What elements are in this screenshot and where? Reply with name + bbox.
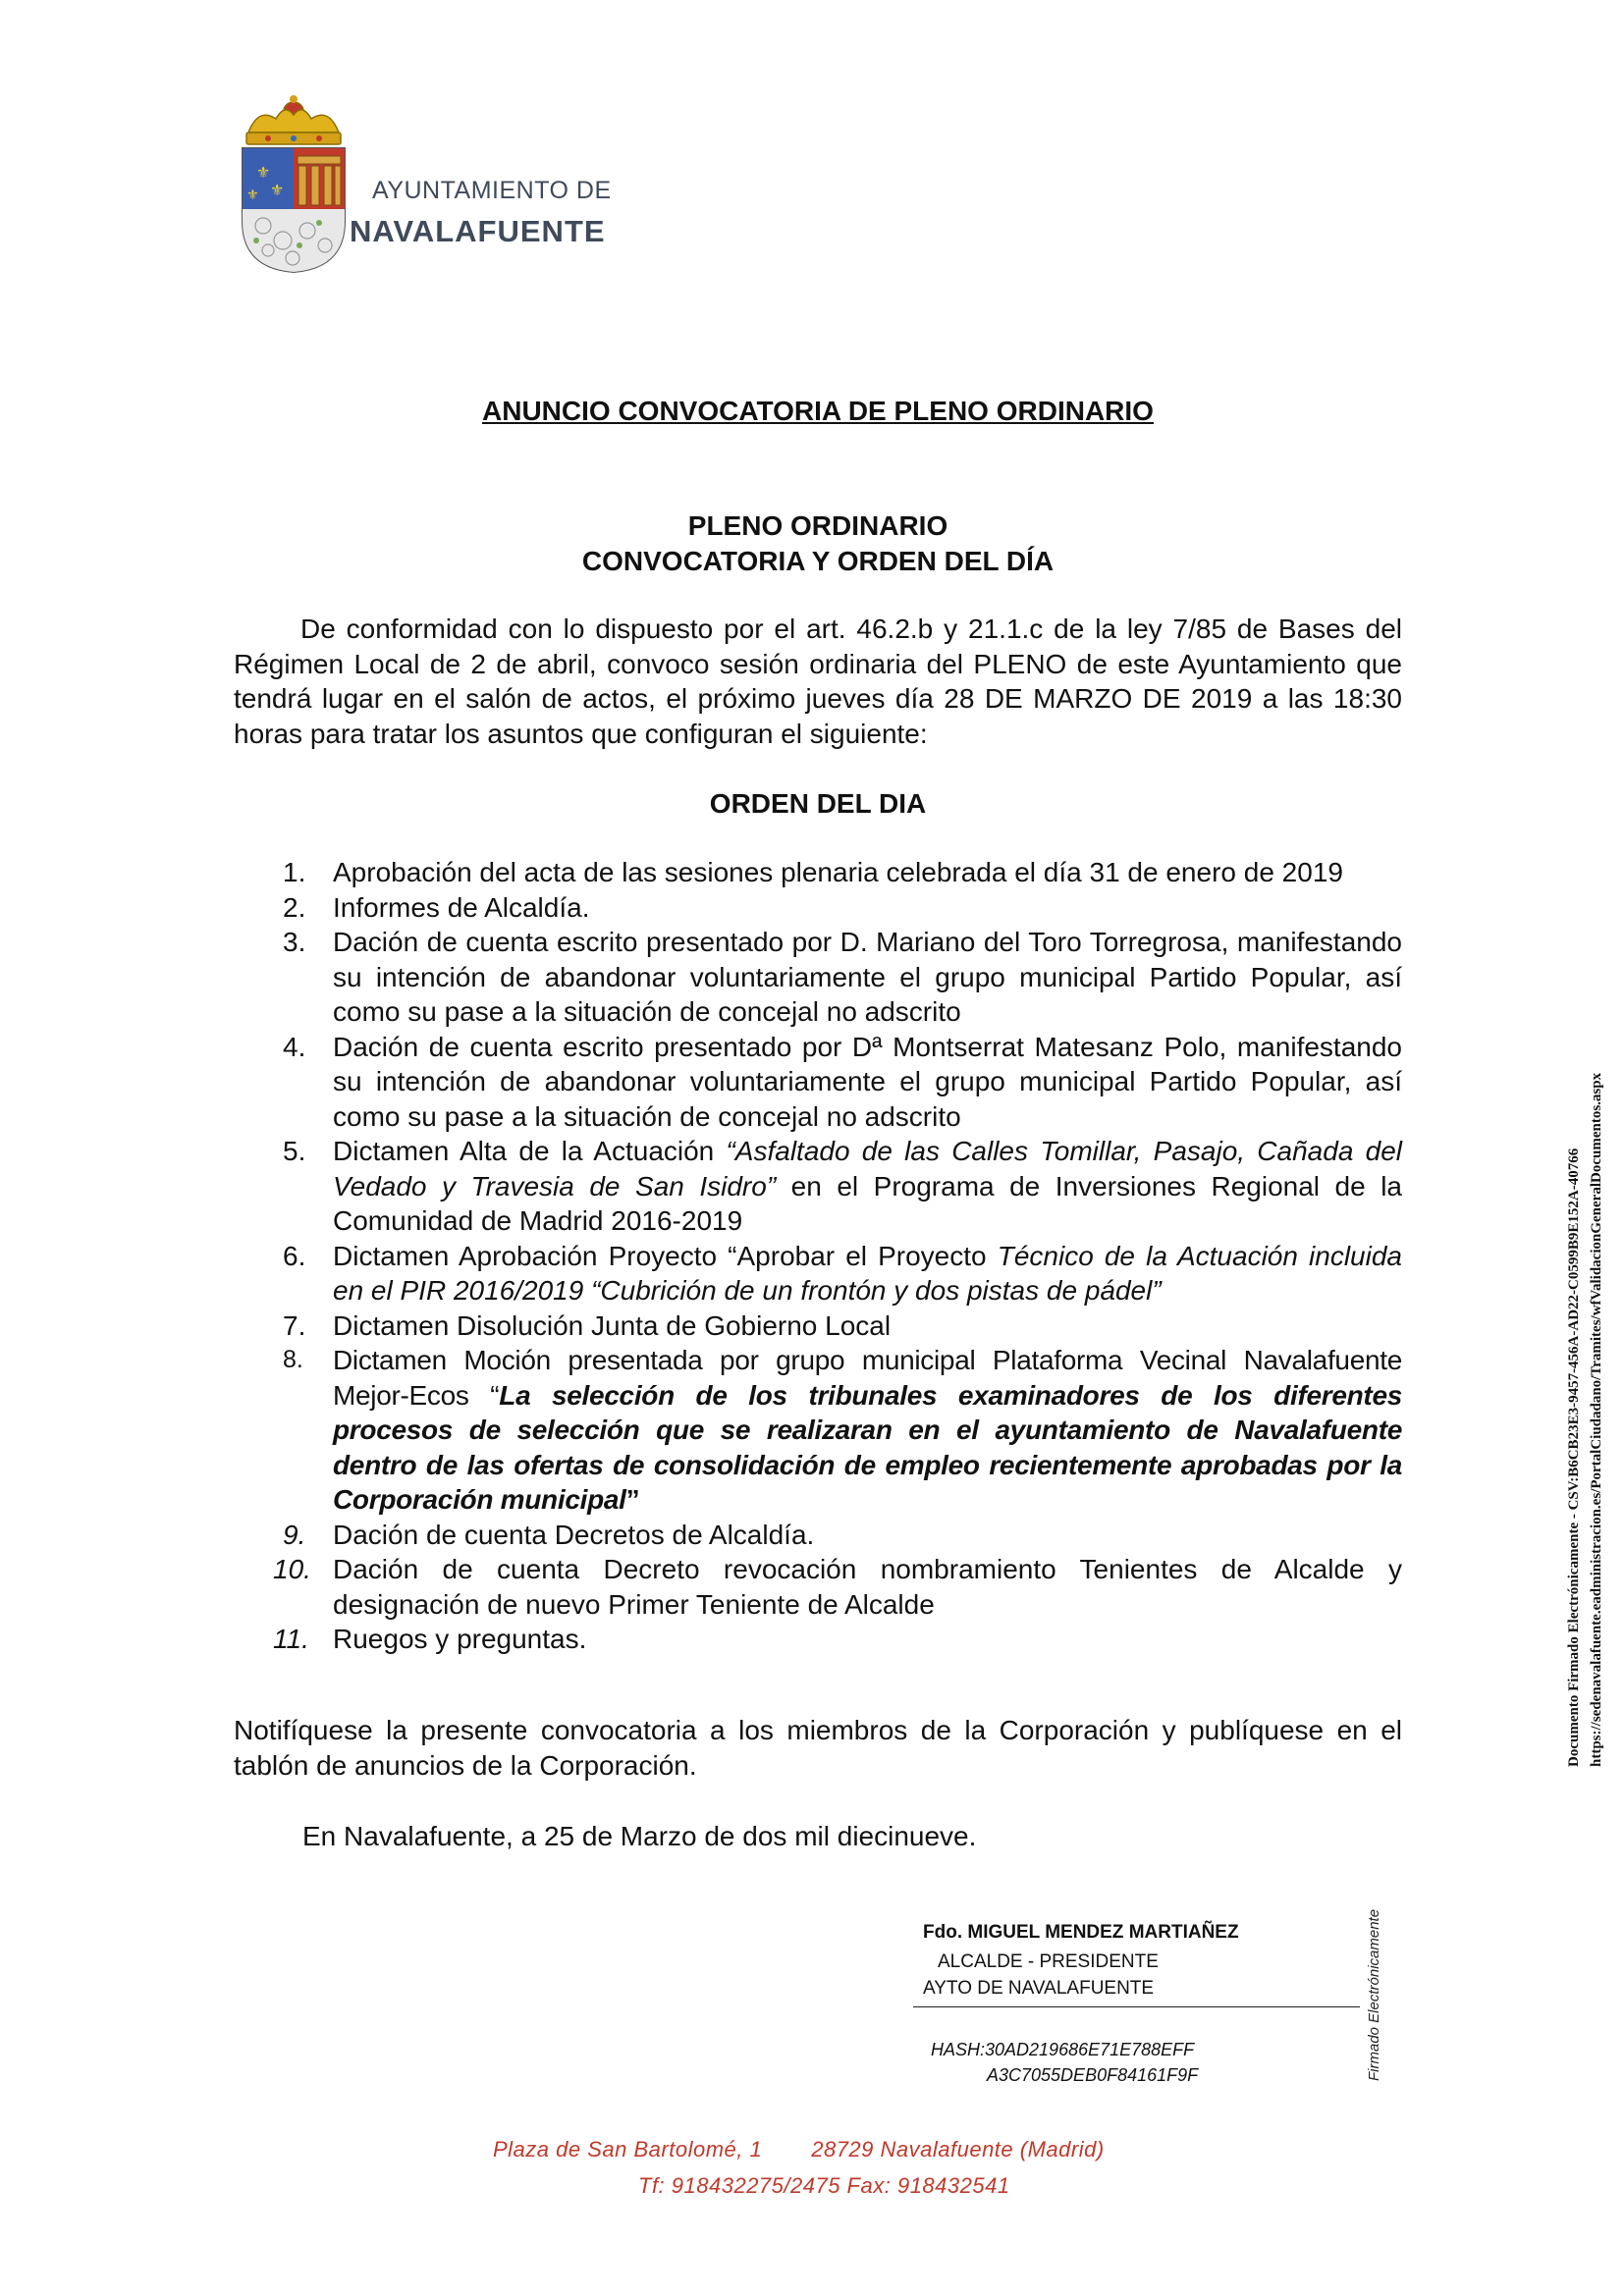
agenda-title: ORDEN DEL DIA bbox=[709, 788, 927, 819]
svg-text:⚜: ⚜ bbox=[270, 181, 285, 199]
agenda-item-title-italic: “Asfaltado de las Calles Tomillar, Pasajo, Cañada del Vedado y Travesia de San Isidro” bbox=[333, 1136, 1402, 1201]
signer-name: Fdo. MIGUEL MENDEZ MARTIAÑEZ bbox=[923, 1922, 1239, 1943]
agenda-item-text bbox=[333, 1343, 1402, 1518]
agenda-item-2 bbox=[234, 890, 1402, 926]
agenda-item-text-part: Dictamen Alta de la Actuación bbox=[333, 1136, 727, 1166]
intro-paragraph: De conformidad con lo dispuesto por el art. 46.2.b y 21.1.c de la ley 7/85 de Bases del Régimen Local de 2 de abril, convoco sesión ordinaria del PLENO de este Ayuntamiento que tendrá lugar en el salón de actos, el próximo jueves día 28 DE MARZO DE 2019 a las 18:30 horas para tratar los asuntos que configuran el siguiente: bbox=[234, 614, 1402, 749]
agenda-item-7 bbox=[234, 1308, 1402, 1344]
agenda-item-text: Dictamen Disolución Junta de Gobierno Local bbox=[333, 1309, 892, 1341]
signature-hash-line2: A3C7055DEB0F84161F9F bbox=[987, 2065, 1199, 2085]
agenda-item-text: Dación de cuenta Decreto revocación nombramiento Tenientes de Alcalde y designación de nuevo Primer Teniente de Alcalde bbox=[333, 1554, 1402, 1620]
footer-city: 28729 Navalafuente (Madrid) bbox=[811, 2137, 1105, 2162]
agenda-item-text: Aprobación del acta de las sesiones plenaria celebrada el día 31 de enero de 2019 bbox=[333, 857, 1343, 887]
agenda-item-text: Dación de cuenta escrito presentado por D. Mariano del Toro Torregrosa, manifestando su intención de abandonar voluntariamente el grupo municipal Partido Popular, así como su pase a la situación de concejal no adscrito bbox=[333, 927, 1402, 1027]
notify-paragraph: Notifíquese la presente convocatoria a los miembros de la Corporación y publíquese en el tablón de anuncios de la Corporación. bbox=[234, 1715, 1402, 1781]
signature-hash-line1: HASH:30AD219686E71E788EFF bbox=[931, 2040, 1195, 2059]
agenda-item-number: 9. bbox=[283, 1519, 306, 1550]
agenda-item-3 bbox=[234, 925, 1402, 1030]
agenda-item-text: Ruegos y preguntas. bbox=[333, 1624, 587, 1654]
agenda-item-10 bbox=[234, 1552, 1402, 1622]
agenda-item-number: 2. bbox=[283, 891, 306, 923]
subtitle-2: CONVOCATORIA Y ORDEN DEL DÍA bbox=[581, 546, 1055, 576]
agenda-item-text bbox=[333, 1239, 1402, 1308]
agenda-item-text-part: ” bbox=[625, 1484, 640, 1515]
agenda-item-text bbox=[333, 1134, 1402, 1239]
footer-address bbox=[493, 2137, 1105, 2163]
agenda-item-text: Dación de cuenta Decretos de Alcaldía. bbox=[333, 1519, 815, 1550]
footer-phones: Tf: 918432275/2475 Fax: 918432541 bbox=[638, 2173, 1010, 2198]
signed-electronically-label: Firmado Electrónicamente bbox=[1366, 1908, 1382, 2081]
subtitle-1: PLENO ORDINARIO bbox=[687, 510, 948, 541]
signature-divider bbox=[913, 2006, 1360, 2007]
crown-icon bbox=[246, 95, 341, 144]
agenda-item-number: 6. bbox=[283, 1240, 306, 1271]
signer-org: AYTO DE NAVALAFUENTE bbox=[923, 1978, 1155, 1999]
agenda-item-6 bbox=[234, 1239, 1402, 1308]
agenda-list bbox=[234, 855, 1402, 1657]
footer-street: Plaza de San Bartolomé, 1 bbox=[493, 2137, 763, 2162]
org-name-line1: AYUNTAMIENTO DE bbox=[372, 177, 612, 204]
agenda-item-text-part: Dictamen Aprobación Proyecto “Aprobar el Proyecto bbox=[333, 1240, 998, 1271]
agenda-item-1 bbox=[234, 855, 1402, 890]
agenda-item-number: 3. bbox=[283, 927, 306, 957]
agenda-item-8 bbox=[234, 1343, 1402, 1518]
closing-line: En Navalafuente, a 25 de Marzo de dos mil diecinueve. bbox=[302, 1821, 977, 1851]
agenda-item-text: Informes de Alcaldía. bbox=[333, 891, 590, 923]
agenda-item-5 bbox=[234, 1134, 1402, 1239]
agenda-item-number: 1. bbox=[283, 857, 306, 887]
agenda-item-text-part: en el Programa de Inversiones Regional de la Comunidad de Madrid 2016-2019 bbox=[333, 1170, 1402, 1236]
agenda-item-text-part: Dictamen Moción presentada por grupo municipal Plataforma Vecinal Navalafuente Mejor-Ecos “ bbox=[333, 1345, 1402, 1411]
coat-of-arms-logo bbox=[239, 93, 349, 275]
agenda-item-number: 11. bbox=[273, 1624, 309, 1654]
svg-text:⚜: ⚜ bbox=[246, 187, 259, 203]
agenda-item-11 bbox=[234, 1622, 1402, 1657]
agenda-item-number: 7. bbox=[283, 1309, 306, 1341]
agenda-item-title-bold-italic: La selección de los tribunales examinadores de los diferentes procesos de selección que se realizaran en el ayuntamiento de Navalafuente dentro de las ofertas de consolidación de empleo recientemente aprobadas por la Corporación municipal bbox=[333, 1379, 1403, 1515]
agenda-item-4 bbox=[234, 1030, 1402, 1135]
agenda-item-9 bbox=[234, 1518, 1402, 1553]
org-name-line2: NAVALAFUENTE bbox=[350, 214, 606, 248]
verification-url: https://sedenavalafuente.eadministracion.es/PortalCiudadano/Tramites/wfValidacionGeneralDocumentos.aspx bbox=[1589, 1072, 1604, 1767]
agenda-item-title-italic: Técnico de la Actuación incluida en el PIR 2016/2019 “Cubrición de un frontón y dos pistas de pádel” bbox=[333, 1240, 1402, 1306]
agenda-item-number: 5. bbox=[283, 1136, 306, 1166]
shield-icon bbox=[243, 148, 345, 272]
signer-role: ALCALDE - PRESIDENTE bbox=[938, 1951, 1159, 1972]
agenda-item-number: 8. bbox=[283, 1346, 303, 1373]
page-title: ANUNCIO CONVOCATORIA DE PLENO ORDINARIO bbox=[482, 396, 1154, 426]
agenda-item-number: 4. bbox=[283, 1031, 306, 1062]
svg-text:⚜: ⚜ bbox=[256, 163, 271, 182]
agenda-item-number: 10. bbox=[273, 1554, 311, 1584]
agenda-item-text: Dación de cuenta escrito presentado por Dª Montserrat Matesanz Polo, manifestando su intención de abandonar voluntariamente el grupo municipal Partido Popular, así como su pase a la situación de concejal no adscrito bbox=[333, 1031, 1402, 1132]
csv-verification-text: Documento Firmado Electrónicamente - CSV:B6CB23E3-9457-456A-AD22-C0599B9E152A-40766 bbox=[1566, 1148, 1582, 1767]
